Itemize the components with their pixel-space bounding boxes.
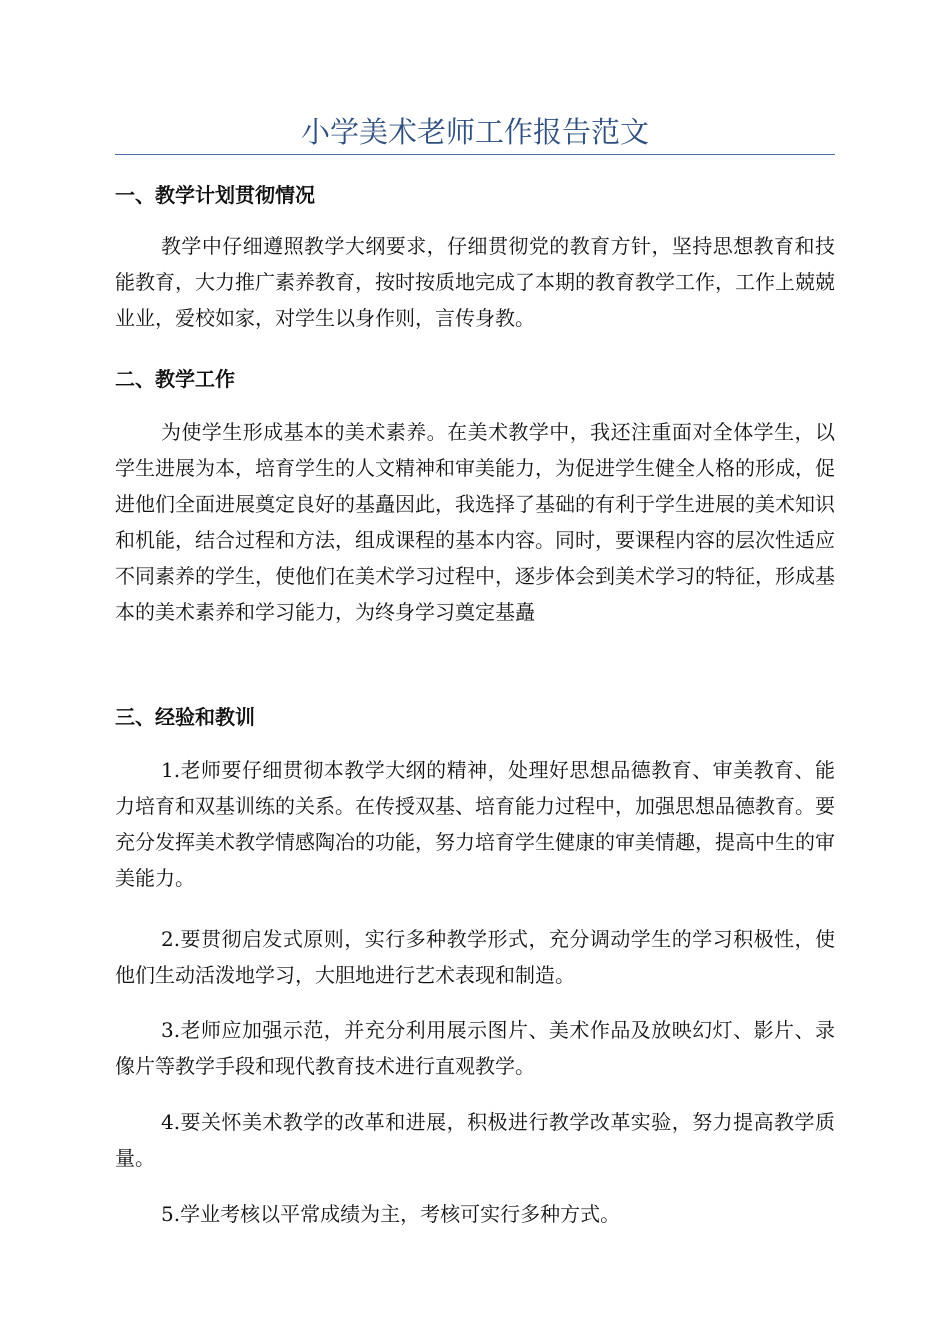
section-heading-experience: 三、经验和教训	[115, 705, 255, 729]
section-heading-teaching: 二、教学工作	[115, 367, 235, 391]
paragraph-teaching: 为使学生形成基本的美术素养。在美术教学中，我还注重面对全体学生，以学生进展为本，培育学生的人文精神和审美能力，为促进学生健全人格的形成，促进他们全面进展奠定良好的基矗因此，我选择了基础的有利于学生进展的美术知识和机能，结合过程和方法，组成课程的基本内容。同时，要课程内容的层次性适应不同素养的学生，使他们在美术学习过程中，逐步体会到美术学习的特征，形成基本的美术素养和学习能力，为终身学习奠定基矗	[115, 420, 835, 624]
document-title: 小学美术老师工作报告范文	[300, 115, 649, 149]
paragraph-experience-3: 3.老师应加强示范，并充分利用展示图片、美术作品及放映幻灯、影片、录像片等教学手段和现代教育技术进行直观教学。	[115, 1018, 835, 1078]
section-heading-plan: 一、教学计划贯彻情况	[115, 183, 315, 207]
paragraph-experience-5: 5.学业考核以平常成绩为主，考核可实行多种方式。	[161, 1202, 621, 1226]
paragraph-experience-2: 2.要贯彻启发式原则，实行多种教学形式，充分调动学生的学习积极性，使他们生动活泼地学习，大胆地进行艺术表现和制造。	[115, 927, 835, 987]
title-underline	[115, 154, 835, 155]
paragraph-experience-4: 4.要关怀美术教学的改革和进展，积极进行教学改革实验，努力提高教学质量。	[115, 1110, 835, 1170]
paragraph-plan: 教学中仔细遵照教学大纲要求，仔细贯彻党的教育方针，坚持思想教育和技能教育，大力推广素养教育，按时按质地完成了本期的教育教学工作，工作上兢兢业业，爱校如家，对学生以身作则，言传身教。	[115, 234, 835, 330]
paragraph-experience-1: 1.老师要仔细贯彻本教学大纲的精神，处理好思想品德教育、审美教育、能力培育和双基训练的关系。在传授双基、培育能力过程中，加强思想品德教育。要充分发挥美术教学情感陶冶的功能，努力培育学生健康的审美情趣，提高中生的审美能力。	[115, 758, 835, 890]
